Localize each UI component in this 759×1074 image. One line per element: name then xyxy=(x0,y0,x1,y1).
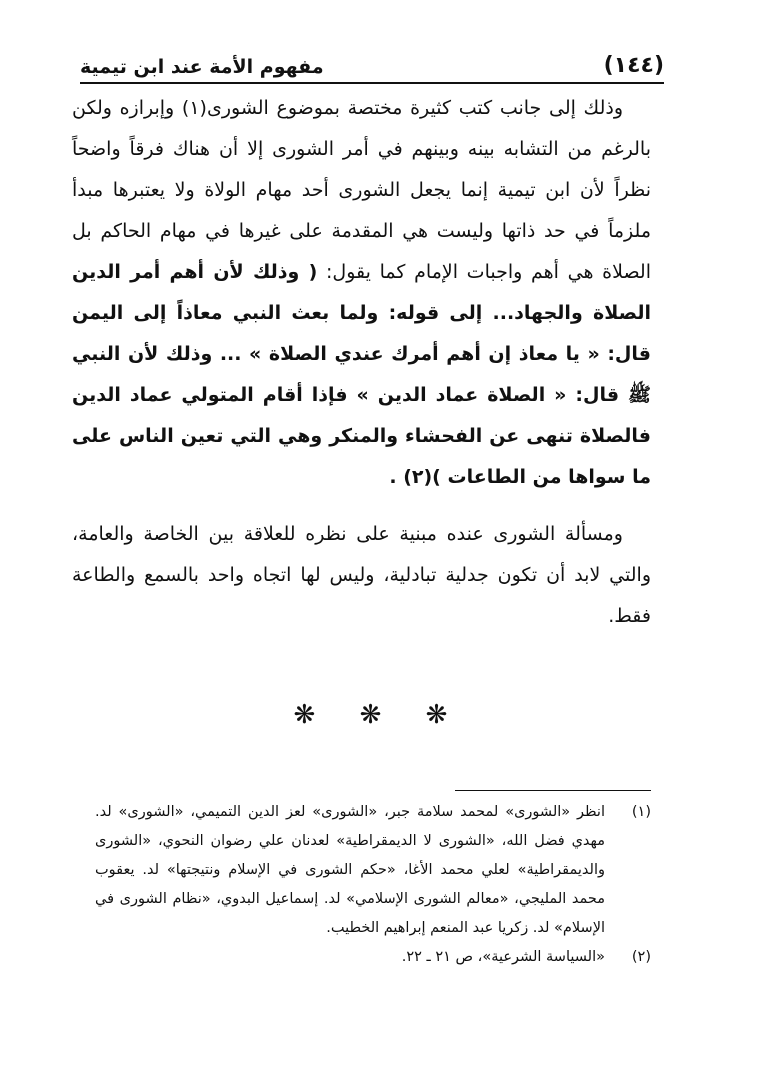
ibn-taymiyya-quote: ( وذلك لأن أهم أمر الدين الصلاة والجهاد... إلى قوله: ولما بعث النبي معاذاً إلى اليمن قال: « يا معاذ إن أهم أمرك عندي الصلاة » ... وذلك لأن النبي ﷺ قال: « الصلاة عماد الدين » فإذا أقام المتولي عماد الدين فالصلاة تنهى عن الفحشاء والمنكر وهي التي تعين الناس على ما سواها من الطاعات )(٢) . xyxy=(72,261,651,488)
paragraph-2: ومسألة الشورى عنده مبنية على نظره للعلاقة بين الخاصة والعامة، والتي لابد أن تكون جدلية تبادلية، وليس لها اتجاه واحد بالسمع والطاعة فقط. xyxy=(72,523,651,627)
footnote-1 xyxy=(95,798,651,943)
footnote-number: (١) xyxy=(631,804,651,820)
paragraph-gap xyxy=(72,498,651,514)
paragraph-1-text: وذلك إلى جانب كتب كثيرة مختصة بموضوع الشورى(١) وإبرازه ولكن بالرغم من التشابه بينه وبينهم في أمر الشورى إلا أن هناك فرقاً واضحاً نظراً لأن ابن تيمية إنما يجعل الشورى أحد مهام الولاة ولا يعتبرها مبدأ ملزماً في حد ذاتها وليست هي المقدمة على غيرها في مهام الحاكم بل الصلاة هي أهم واجبات الإمام كما يقول: xyxy=(72,97,651,283)
running-title: مفهوم الأمة عند ابن تيمية xyxy=(80,56,324,78)
footnote-text: انظر «الشورى» لمحمد سلامة جبر، «الشورى» لعز الدين التميمي، «الشورى» لد. مهدي فضل الله، «الشورى لا الديمقراطية» لعدنان علي رضوان النحوي، «الشورى والديمقراطية» لعلي محمد الأغا، «حكم الشورى في الإسلام ونتيجتها» لد. يعقوب محمد المليجي، «معالم الشورى الإسلامي» لد. إسماعيل البدوي، «نظام الشورى في الإسلام» لد. زكريا عبد المنعم إبراهيم الخطيب. xyxy=(95,804,605,936)
footnote-rule xyxy=(455,790,651,791)
footnotes xyxy=(95,798,651,972)
header-rule xyxy=(80,82,664,84)
section-separator: ❋ ❋ ❋ xyxy=(293,700,466,730)
footnote-text: «السياسة الشرعية»، ص ٢١ ـ ٢٢. xyxy=(401,949,605,965)
page-header xyxy=(80,46,664,78)
footnote-2 xyxy=(95,943,651,972)
footnote-number: (٢) xyxy=(631,949,651,965)
main-text xyxy=(72,88,651,637)
page-number: (١٤٤) xyxy=(603,53,664,78)
paragraph-1 xyxy=(72,88,651,498)
